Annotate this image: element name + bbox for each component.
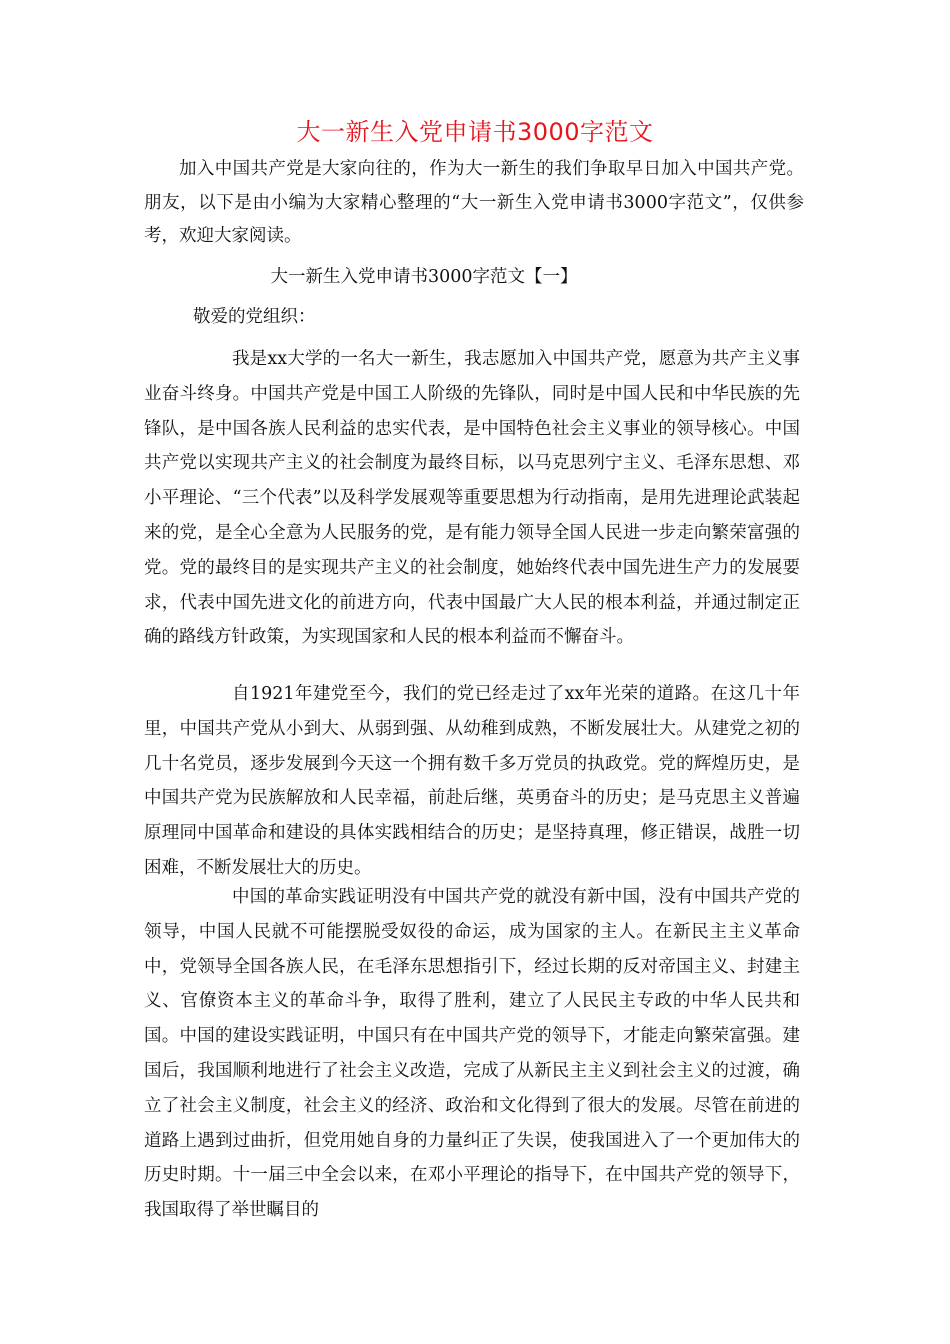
salutation: 敬爱的党组织： [193, 307, 316, 327]
document-title: 大一新生入党申请书3000字范文 [296, 118, 654, 146]
section-heading [0, 262, 950, 292]
body-paragraph-3: 中国的革命实践证明没有中国共产党的就没有新中国，没有中国共产党的领导，中国人民就不可能摆脱受奴役的命运，成为国家的主人。在新民主主义革命中，党领导全国各族人民，在毛泽东思想指引下，经过长期的反对帝国主义、封建主义、官僚资本主义的革命斗争，取得了胜利，建立了人民民主专政的中华人民共和国。中国的建设实践证明，中国只有在中国共产党的领导下，才能走向繁荣富强。建国后，我国顺利地进行了社会主义改造，完成了从新民主主义到社会主义的过渡，确立了社会主义制度，社会主义的经济、政治和文化得到了很大的发展。尽管在前进的道路上遇到过曲折，但党用她自身的力量纠正了失误，使我国进入了一个更加伟大的历史时期。十一届三中全会以来，在邓小平理论的指导下，在中国共产党的领导下，我国取得了举世瞩目的 [144, 887, 800, 1221]
body-paragraph-2: 自1921年建党至今，我们的党已经走过了xx年光荣的道路。在这几十年里，中国共产党从小到大、从弱到强、从幼稚到成熟，不断发展壮大。从建党之初的几十名党员，逐步发展到今天这一个拥有数千多万党员的执政党。党的辉煌历史，是中国共产党为民族解放和人民幸福，前赴后继，英勇奋斗的历史；是马克思主义普遍原理同中国革命和建设的具体实践相结合的历史；是坚持真理，修正错误，战胜一切困难，不断发展壮大的历史。 [144, 684, 800, 878]
intro-paragraph: 加入中国共产党是大家向往的，作为大一新生的我们争取早日加入中国共产党。朋友，以下是由小编为大家精心整理的“大一新生入党申请书3000字范文”，仅供参考，欢迎大家阅读。 [144, 159, 804, 246]
section-heading-text: 大一新生入党申请书3000字范文【一】 [270, 267, 578, 287]
body-paragraph-1: 我是xx大学的一名大一新生，我志愿加入中国共产党，愿意为共产主义事业奋斗终身。中国共产党是中国工人阶级的先锋队，同时是中国人民和中华民族的先锋队，是中国各族人民利益的忠实代表，是中国特色社会主义事业的领导核心。中国共产党以实现共产主义的社会制度为最终目标，以马克思列宁主义、毛泽东思想、邓小平理论、“三个代表”以及科学发展观等重要思想为行动指南，是用先进理论武装起来的党，是全心全意为人民服务的党，是有能力领导全国人民进一步走向繁荣富强的党。党的最终目的是实现共产主义的社会制度，她始终代表中国先进生产力的发展要求，代表中国先进文化的前进方向，代表中国最广大人民的根本利益，并通过制定正确的路线方针政策，为实现国家和人民的根本利益而不懈奋斗。 [144, 349, 800, 648]
